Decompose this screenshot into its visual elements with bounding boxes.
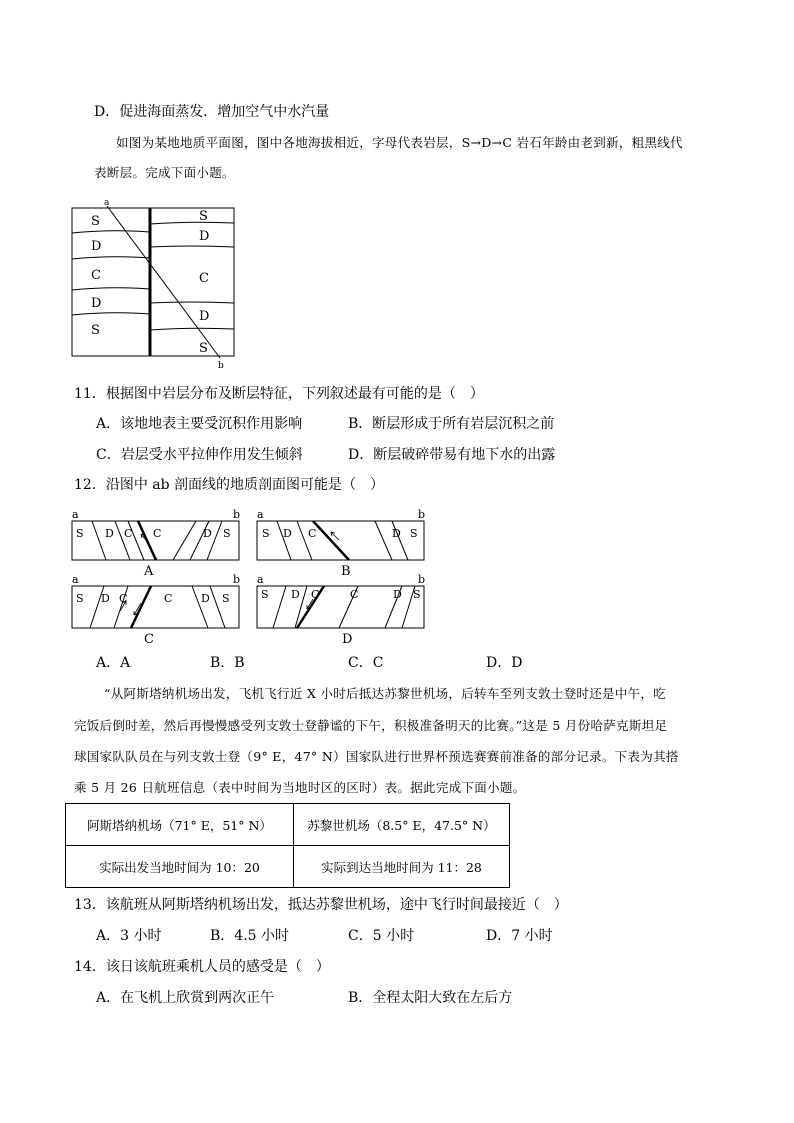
q11-stem: 11．根据图中岩层分布及断层特征，下列叙述最有可能的是（ ） [74, 386, 484, 402]
svg-text:a: a [72, 573, 79, 586]
q12-stem: 12．沿图中 ab 剖面线的地质剖面图可能是（ ） [74, 477, 385, 493]
profile-diagram-c [70, 571, 242, 647]
svg-text:b: b [418, 508, 426, 521]
destination-airport-cell: 苏黎世机场（8.5° E，47.5° N） [294, 804, 510, 846]
flight-info-table [65, 803, 510, 888]
svg-text:a: a [257, 508, 264, 521]
svg-text:S: S [223, 527, 231, 540]
svg-text:C: C [119, 592, 128, 605]
q11-option-d[interactable]: D．断层破碎带易有地下水的出露 [348, 447, 556, 463]
profile-diagram-a [70, 506, 242, 578]
left-layer-3: C [91, 268, 101, 283]
intro-1-line-2: 表断层。完成下面小题。 [94, 165, 235, 180]
q13-option-d[interactable]: D．7 小时 [486, 928, 553, 944]
right-layer-1: S [199, 209, 208, 224]
origin-airport-cell: 阿斯塔纳机场（71° E，51° N） [66, 804, 294, 846]
q13-option-b[interactable]: B．4.5 小时 [210, 928, 290, 944]
departure-time-cell: 实际出发当地时间为 10：20 [66, 846, 294, 888]
left-layer-5: S [91, 323, 100, 338]
svg-text:S: S [76, 592, 84, 605]
q13-option-c[interactable]: C．5 小时 [348, 928, 415, 944]
svg-text:S: S [262, 527, 270, 540]
svg-text:D: D [203, 527, 212, 540]
svg-text:C: C [308, 527, 317, 540]
left-layer-1: S [91, 214, 100, 229]
svg-text:C: C [311, 588, 320, 601]
svg-text:D: D [392, 527, 401, 540]
svg-text:b: b [233, 508, 241, 521]
svg-text:D: D [105, 527, 114, 540]
intro-1-line-1: 如图为某地地质平面图，图中各地海拔相近，字母代表岩层，S→D→C 岩石年龄由老到新，粗黑线代 [116, 135, 683, 150]
left-layer-4: D [91, 296, 102, 311]
q11-option-a[interactable]: A．该地地表主要受沉积作用影响 [96, 416, 303, 432]
q14-option-a[interactable]: A．在飞机上欣赏到两次正午 [96, 990, 275, 1006]
svg-text:D: D [283, 527, 292, 540]
svg-text:C: C [153, 527, 162, 540]
q12-option-b[interactable]: B．B [210, 655, 245, 671]
svg-text:S: S [261, 588, 269, 601]
svg-text:S: S [413, 588, 421, 601]
profile-label-a: a [104, 198, 110, 208]
q14-option-b[interactable]: B．全程太阳大致在左后方 [348, 990, 513, 1006]
svg-text:S: S [76, 527, 84, 540]
profile-a-caption: A [144, 564, 154, 578]
svg-text:S: S [222, 592, 230, 605]
right-layer-2: D [199, 229, 210, 244]
arrival-time-cell: 实际到达当地时间为 11：28 [294, 846, 510, 888]
svg-text:C: C [124, 527, 133, 540]
right-layer-5: S [199, 341, 208, 356]
svg-text:D: D [393, 588, 402, 601]
q12-option-d[interactable]: D．D [486, 655, 523, 671]
q11-option-c[interactable]: C．岩层受水平拉伸作用发生倾斜 [96, 447, 303, 463]
svg-text:D: D [201, 592, 210, 605]
svg-text:a: a [72, 508, 79, 521]
q11-option-b[interactable]: B．断层形成于所有岩层沉积之前 [348, 416, 555, 432]
svg-text:D: D [291, 588, 300, 601]
svg-text:b: b [233, 573, 241, 586]
q13-option-a[interactable]: A．3 小时 [96, 928, 162, 944]
profile-d-caption: D [342, 632, 353, 647]
svg-text:S: S [410, 527, 418, 540]
profile-c-caption: C [144, 632, 154, 647]
intro-2-line-3: 球国家队队员在与列支敦士登（9° E，47° N）国家队进行世界杯预选赛赛前准备的部分记录。下表为其搭 [74, 749, 679, 764]
svg-text:a: a [257, 573, 264, 586]
q12-option-c[interactable]: C．C [348, 655, 384, 671]
intro-2-line-1: “从阿斯塔纳机场出发，飞机飞行近 X 小时后抵达苏黎世机场，后转车至列支敦士登时还是中午，吃 [104, 686, 667, 701]
svg-text:b: b [418, 573, 426, 586]
q13-stem: 13．该航班从阿斯塔纳机场出发，抵达苏黎世机场，途中飞行时间最接近（ ） [74, 897, 568, 913]
left-layer-2: D [91, 239, 102, 254]
intro-2-line-2: 完饭后倒时差，然后再慢慢感受列支敦士登静谧的下午，积极准备明天的比赛。”这是 5 月份哈萨克斯坦足 [74, 718, 668, 733]
right-layer-4: D [199, 309, 210, 324]
svg-text:C: C [164, 592, 173, 605]
right-layer-3: C [199, 271, 209, 286]
q10-option-d: D．促进海面蒸发．增加空气中水汽量 [94, 104, 330, 120]
intro-2-line-4: 乘 5 月 26 日航班信息（表中时间为当地时区的区时）表。据此完成下面小题。 [74, 780, 526, 795]
profile-label-b: b [218, 361, 224, 370]
q14-stem: 14．该日该航班乘机人员的感受是（ ） [74, 959, 330, 975]
svg-text:D: D [101, 592, 110, 605]
profile-diagram-d [255, 571, 427, 647]
profile-b-caption: B [341, 564, 351, 578]
profile-diagram-b [255, 506, 427, 578]
geologic-plan-map [60, 196, 250, 370]
q12-option-a[interactable]: A．A [96, 655, 131, 671]
svg-text:C: C [350, 588, 359, 601]
